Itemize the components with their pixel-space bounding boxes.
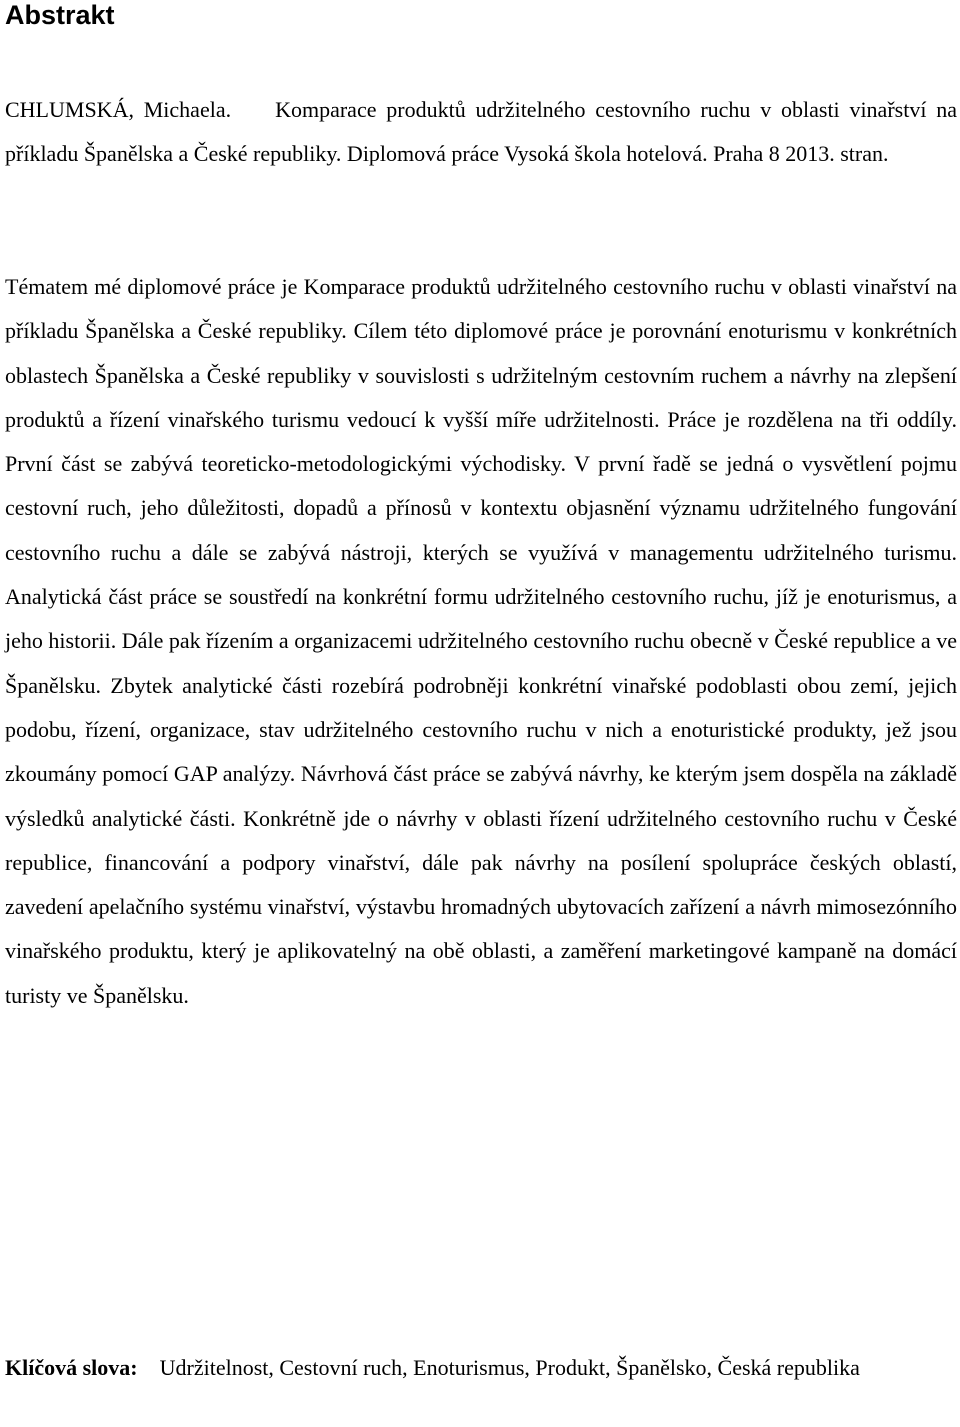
page-title: Abstrakt (5, 0, 115, 30)
abstract-body: Tématem mé diplomové práce je Komparace produktů udržitelného cestovního ruchu v oblasti vinařství na příkladu Španělska a České republiky. Cílem této diplomové práce je porovnání enoturismu v konkrétních oblastech Španělska a České republiky v souvislosti s udržitelným cestovním ruchem a návrhy na zlepšení produktů a řízení vinařského turismu vedoucí k vyšší míře udržitelnosti. Práce je rozdělena na tři oddíly. První část se zabývá teoreticko-metodologickými východisky. V první řadě se jedná o vysvětlení pojmu cestovní ruch, jeho důležitosti, dopadů a přínosů v kontextu objasnění významu udržitelného fungování cestovního ruchu a dále se zabývá nástroji, kterých se využívá v managementu udržitelného turismu. Analytická část práce se soustředí na konkrétní formu udržitelného cestovního ruchu, jíž je enoturismus, a jeho historii. Dále pak řízením a organizacemi udržitelného cestovního ruchu obecně v České republice a ve Španělsku. Zbytek analytické části rozebírá podrobněji konkrétní vinařské podoblasti obou zemí, jejich podobu, řízení, organizace, stav udržitelného cestovního ruchu v nich a enoturistické produkty, jež jsou zkoumány pomocí GAP analýzy. Návrhová část práce se zabývá návrhy, ke kterým jsem dospěla na základě výsledků analytické části. Konkrétně jde o návrhy v oblasti řízení udržitelného cestovního ruchu v České republice, financování a podpory vinařství, dále pak návrhy na posílení spolupráce českých oblastí, zavedení apelačního systému vinařství, výstavbu hromadných ubytovacích zařízení a návrh mimosezónního vinařského produktu, který je aplikovatelný na obě oblasti, a zaměření marketingové kampaně na domácí turisty ve Španělsku. (5, 274, 957, 1008)
keywords-text: Udržitelnost, Cestovní ruch, Enoturismus, Produkt, Španělsko, Česká republika (159, 1355, 860, 1380)
keywords-label: Klíčová slova: (5, 1355, 138, 1380)
citation (5, 88, 957, 177)
citation-text: Komparace produktů udržitelného cestovního ruchu v oblasti vinařství na příkladu Španělska a České republiky. Diplomová práce Vysoká škola hotelová. Praha 8 2013. stran. (5, 97, 957, 167)
keywords (5, 1346, 957, 1390)
citation-author: CHLUMSKÁ, Michaela. (5, 97, 232, 122)
